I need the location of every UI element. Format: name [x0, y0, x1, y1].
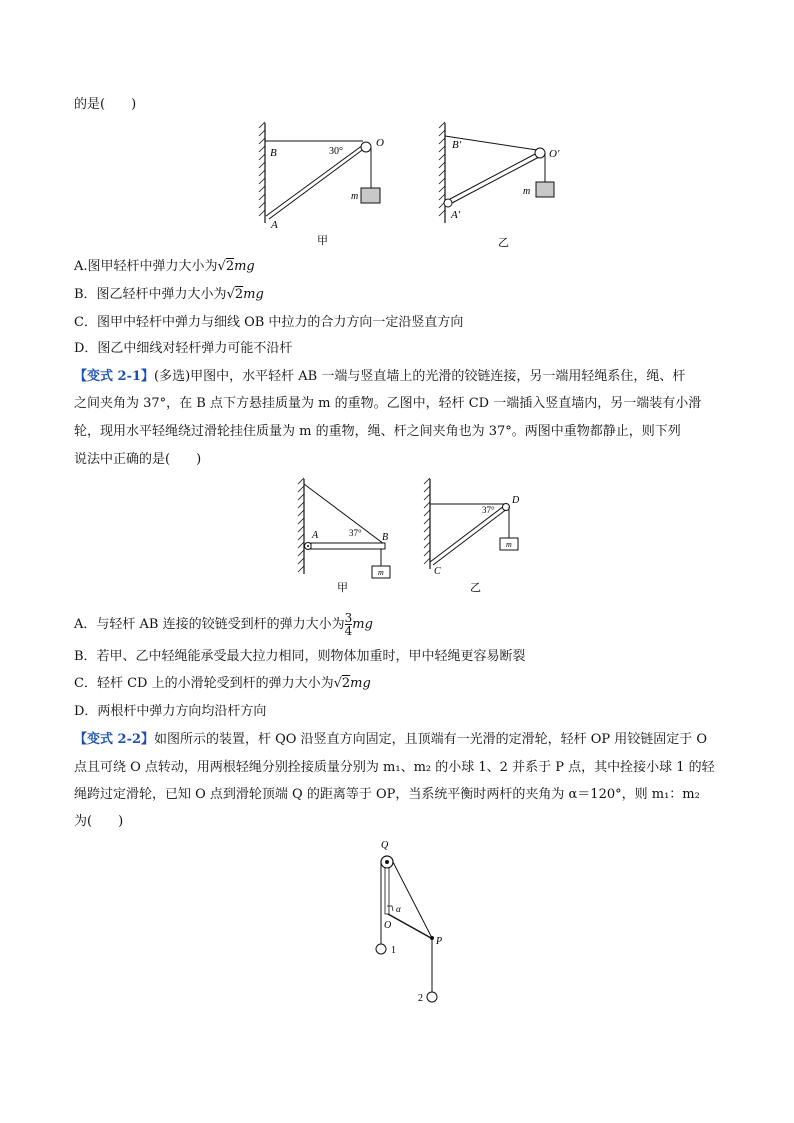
option-2-A: A．与轻杆 AB 连接的铰链受到杆的弹力大小为 $\frac{3}{4}$ mg — [74, 611, 373, 638]
label-m-yi: m — [523, 186, 531, 197]
option-1-C: C．图甲中轻杆中弹力与细线 OB 中拉力的合力方向一定沿竖直方向 — [74, 315, 464, 330]
option-2-D: D．两根杆中弹力方向均沿杆方向 — [74, 704, 267, 719]
caption-jia-2: 甲 — [337, 582, 348, 594]
option-2-B: B．若甲、乙中轻绳能承受最大拉力相同，则物体加重时，甲中轻绳更容易断裂 — [74, 649, 526, 664]
figure-1 — [255, 118, 560, 257]
figure-2 — [292, 474, 522, 603]
option-1-B: B．图乙轻杆中弹力大小为√2mg — [74, 287, 264, 302]
variant-2-1-line1: 【变式 2-1】(多选)甲图中，水平轻杆 AB 一端与竖直墙上的光滑的铰链连接，另一端用轻绳系住，绳、杆 — [74, 369, 686, 384]
label-m: m — [351, 191, 359, 202]
label-ball-2: 2 — [418, 993, 423, 1004]
angle-30: 30° — [329, 146, 343, 157]
angle-37-jia: 37° — [349, 528, 362, 538]
label-P: P — [436, 936, 443, 947]
label-alpha: α — [396, 904, 401, 914]
option-2-C: C．轻杆 CD 上的小滑轮受到杆的弹力大小为√2mg — [74, 676, 371, 691]
label-A-prime: A′ — [451, 209, 461, 221]
caption-yi-2: 乙 — [470, 582, 481, 594]
label-ball-1: 1 — [391, 945, 396, 956]
variant-2-2-line3: 绳跨过定滑轮，已知 O 点到滑轮顶端 Q 的距离等于 OP，当系统平衡时两杆的夹角为 α＝120°，则 m₁：m₂ — [74, 787, 700, 802]
label-O-prime: O′ — [549, 148, 560, 160]
question-tail: 的是( ) — [74, 97, 137, 112]
label-A: A — [271, 219, 278, 231]
option-1-A: A.图甲轻杆中弹力大小为√2mg — [74, 259, 255, 274]
variant-2-1-line2: 之间夹角为 37°，在 B 点下方悬挂质量为 m 的重物。乙图中，轻杆 CD 一端插入竖直墙内，另一端装有小滑 — [74, 396, 702, 411]
label-C: C — [434, 566, 441, 577]
label-Q: Q — [381, 840, 389, 851]
label-m-jia: m — [378, 568, 384, 577]
angle-37-yi: 37° — [482, 505, 495, 515]
caption-yi: 乙 — [498, 237, 509, 249]
label-O-3: O — [384, 920, 392, 931]
label-O: O — [376, 137, 384, 149]
label-B-prime: B′ — [452, 139, 462, 151]
variant-2-2-line1: 【变式 2-2】如图所示的装置，杆 QO 沿竖直方向固定，且顶端有一光滑的定滑轮，轻杆 OP 用铰链固定于 O — [74, 732, 708, 747]
label-B: B — [270, 147, 277, 159]
variant-2-2-line2: 点且可绕 O 点转动，用两根轻绳分别拴接质量分别为 m₁、m₂ 的小球 1、2 并系于 P 点，其中拴接小球 1 的轻 — [74, 760, 715, 775]
option-1-D: D．图乙中细线对轻杆弹力可能不沿杆 — [74, 341, 293, 356]
label-D: D — [512, 495, 520, 506]
figure-3 — [368, 832, 448, 1016]
label-A-2: A — [312, 530, 319, 541]
variant-2-1-line3: 轮，现用水平轻绳绕过滑轮挂住质量为 m 的重物，绳、杆之间夹角也为 37°。两图中重物都静止，则下列 — [74, 424, 681, 439]
label-B-2: B — [382, 532, 389, 543]
variant-2-1-line4: 说法中正确的是( ) — [74, 452, 202, 467]
label-m-yi-2: m — [506, 540, 512, 549]
variant-2-2-line4: 为( ) — [74, 814, 124, 829]
caption-jia: 甲 — [317, 235, 328, 247]
